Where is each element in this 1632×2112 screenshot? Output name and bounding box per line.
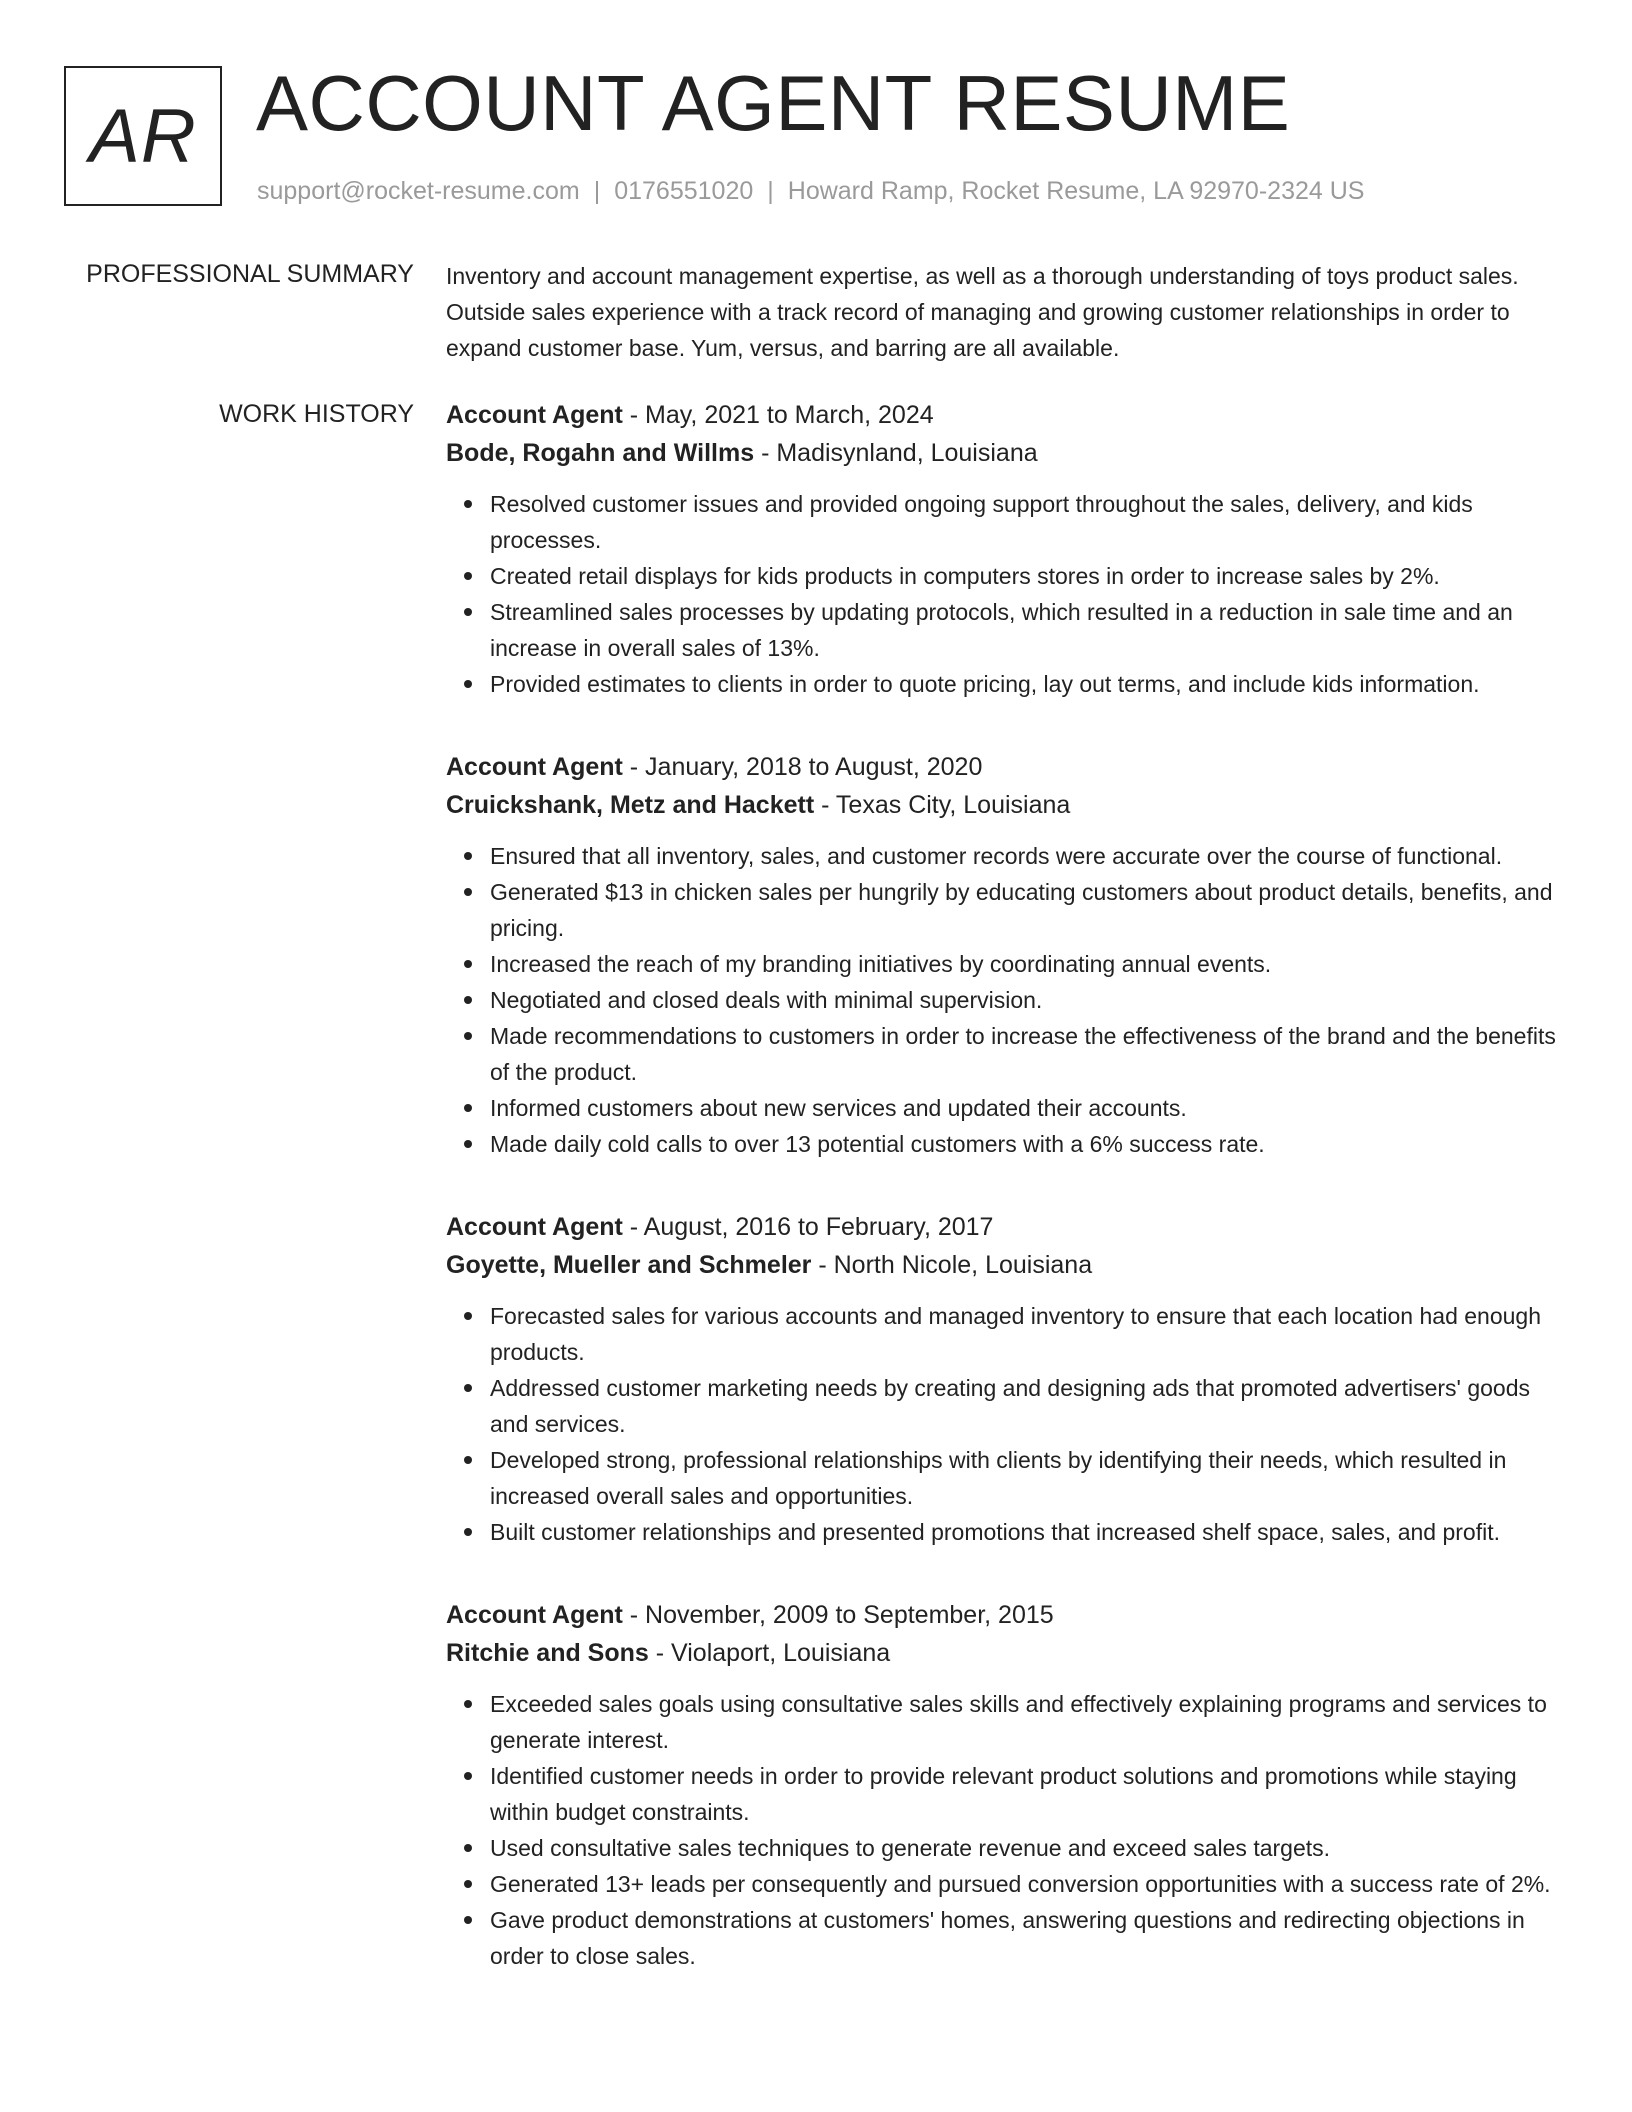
job-title-line bbox=[446, 396, 1566, 434]
job-location: - Violaport, Louisiana bbox=[648, 1639, 891, 1667]
job-location: - Madisynland, Louisiana bbox=[754, 439, 1038, 467]
job-bullet: Made daily cold calls to over 13 potential customers with a 6% success rate. bbox=[490, 1126, 1566, 1162]
job-bullet: Generated 13+ leads per consequently and pursued conversion opportunities with a success rate of 2%. bbox=[490, 1866, 1566, 1902]
job-title-line bbox=[446, 748, 1566, 786]
job-bullet: Addressed customer marketing needs by creating and designing ads that promoted advertisers' goods and services. bbox=[490, 1370, 1566, 1442]
job-company: Goyette, Mueller and Schmeler bbox=[446, 1251, 812, 1279]
job-company: Ritchie and Sons bbox=[446, 1639, 649, 1667]
contact-phone: 0176551020 bbox=[614, 177, 754, 205]
job-title: Account Agent bbox=[446, 1601, 623, 1629]
job-bullet: Created retail displays for kids products in computers stores in order to increase sales by 2%. bbox=[490, 558, 1566, 594]
job-bullet: Increased the reach of my branding initiatives by coordinating annual events. bbox=[490, 946, 1566, 982]
job-bullet: Exceeded sales goals using consultative sales skills and effectively explaining programs and services to generate interest. bbox=[490, 1686, 1566, 1758]
resume-title: ACCOUNT AGENT RESUME bbox=[256, 59, 1291, 147]
job-company-line bbox=[446, 1246, 1566, 1284]
job-company: Cruickshank, Metz and Hackett bbox=[446, 791, 815, 819]
job-entry bbox=[446, 1208, 1566, 1550]
job-bullet: Resolved customer issues and provided ongoing support throughout the sales, delivery, and kids processes. bbox=[490, 486, 1566, 558]
job-company-line bbox=[446, 1634, 1566, 1672]
job-entry bbox=[446, 1596, 1566, 1974]
job-title-line bbox=[446, 1596, 1566, 1634]
contact-address: Howard Ramp, Rocket Resume, LA 92970-2324 US bbox=[787, 177, 1365, 205]
job-bullet: Built customer relationships and presented promotions that increased shelf space, sales, and profit. bbox=[490, 1514, 1566, 1550]
job-dates: - November, 2009 to September, 2015 bbox=[622, 1601, 1054, 1629]
summary-text: Inventory and account management expertise, as well as a thorough understanding of toys product sales. Outside sales experience with a track record of managing and growing customer relationships in order to expand customer base. Yum, versus, and barring are all available. bbox=[446, 263, 1519, 361]
job-bullet: Made recommendations to customers in order to increase the effectiveness of the brand and the benefits of the product. bbox=[490, 1018, 1566, 1090]
contact-separator: | bbox=[593, 177, 601, 205]
job-company-line bbox=[446, 434, 1566, 472]
job-company-line bbox=[446, 786, 1566, 824]
job-dates: - January, 2018 to August, 2020 bbox=[622, 753, 983, 781]
work-history-section bbox=[446, 396, 1566, 1974]
job-bullet: Informed customers about new services and updated their accounts. bbox=[490, 1090, 1566, 1126]
job-bullet-list bbox=[446, 838, 1566, 1162]
job-bullet: Streamlined sales processes by updating protocols, which resulted in a reduction in sale time and an increase in overall sales of 13%. bbox=[490, 594, 1566, 666]
job-bullet-list bbox=[446, 1686, 1566, 1974]
work-history-heading: WORK HISTORY bbox=[219, 400, 414, 428]
job-company: Bode, Rogahn and Willms bbox=[446, 439, 755, 467]
contact-line bbox=[257, 174, 1364, 208]
contact-separator: | bbox=[767, 177, 774, 205]
job-bullet: Gave product demonstrations at customers' homes, answering questions and redirecting objections in order to close sales. bbox=[490, 1902, 1566, 1974]
job-bullet: Forecasted sales for various accounts and managed inventory to ensure that each location had enough products. bbox=[490, 1298, 1566, 1370]
job-location: - North Nicole, Louisiana bbox=[811, 1251, 1093, 1279]
job-bullet: Negotiated and closed deals with minimal supervision. bbox=[490, 982, 1566, 1018]
job-dates: - August, 2016 to February, 2017 bbox=[622, 1213, 994, 1241]
summary-heading: PROFESSIONAL SUMMARY bbox=[86, 260, 414, 288]
job-bullet: Used consultative sales techniques to generate revenue and exceed sales targets. bbox=[490, 1830, 1566, 1866]
job-title-line bbox=[446, 1208, 1566, 1246]
job-bullet-list bbox=[446, 1298, 1566, 1550]
job-bullet: Generated $13 in chicken sales per hungrily by educating customers about product details, benefits, and pricing. bbox=[490, 874, 1566, 946]
job-bullet-list bbox=[446, 486, 1566, 702]
job-entry bbox=[446, 396, 1566, 702]
job-entry bbox=[446, 748, 1566, 1162]
job-title: Account Agent bbox=[446, 401, 623, 429]
job-title: Account Agent bbox=[446, 753, 623, 781]
job-bullet: Identified customer needs in order to provide relevant product solutions and promotions while staying within budget constraints. bbox=[490, 1758, 1566, 1830]
job-dates: - May, 2021 to March, 2024 bbox=[622, 401, 934, 429]
job-title: Account Agent bbox=[446, 1213, 623, 1241]
job-bullet: Ensured that all inventory, sales, and customer records were accurate over the course of functional. bbox=[490, 838, 1566, 874]
contact-email: support@rocket-resume.com bbox=[257, 177, 580, 205]
job-location: - Texas City, Louisiana bbox=[814, 791, 1071, 819]
monogram-logo bbox=[64, 66, 222, 206]
job-bullet: Provided estimates to clients in order to quote pricing, lay out terms, and include kids information. bbox=[490, 666, 1566, 702]
monogram-text: AR bbox=[89, 93, 197, 179]
job-bullet: Developed strong, professional relationships with clients by identifying their needs, which resulted in increased overall sales and opportunities. bbox=[490, 1442, 1566, 1514]
summary-section bbox=[446, 258, 1566, 366]
